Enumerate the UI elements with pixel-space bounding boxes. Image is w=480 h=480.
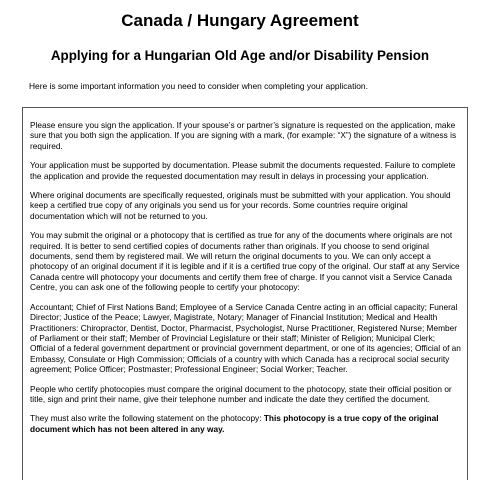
information-box bbox=[22, 107, 468, 480]
certify-process-paragraph: People who certify photocopies must compare the original document to the photocopy, state their official position or title, sign and print their name, give their telephone number and indicate the date they certified the document. bbox=[30, 383, 452, 404]
statement-paragraph bbox=[30, 413, 461, 434]
page-subtitle: Applying for a Hungarian Old Age and/or Disability Pension bbox=[50, 48, 430, 63]
page-title: Canada / Hungary Agreement bbox=[121, 11, 359, 30]
intro-text: Here is some important information you need to consider when completing your application. bbox=[29, 81, 368, 91]
certifiers-paragraph: Accountant; Chief of First Nations Band; Employee of a Service Canada Centre acting in an official capacity; Funeral Director; Justice of the Peace; Lawyer, Magistrate, Notary; Manager of Financial Institution; Medical and Health Practitioners: Chiropractor, Dentist, Doctor, Pharmacist, Psychologist, Nurse Practitioner, Registered Nurse; Member of Parliament or their staff; Member of Provincial Legislature or their staff; Minister of Religion; Municipal Clerk; Official of a federal government department or provincial government department, or one of its agencies; Official of an Embassy, Consulate or High Commission; Officials of a country with which Canada has a reciprocal social security agreement; Police Officer; Postmaster; Professional Engineer; Social Worker; Teacher. bbox=[30, 301, 461, 375]
documentation-paragraph: Your application must be supported by documentation. Please submit the documents requested. Failure to complete the application and provide the requested documentation may result in delays in processing your application. bbox=[30, 160, 456, 181]
statement-lead: They must also write the following statement on the photocopy: bbox=[30, 413, 264, 424]
statement-bold: This photocopy is a true copy of the original document which has not been altered in any way. bbox=[30, 413, 439, 434]
photocopy-paragraph: You may submit the original or a photocopy that is certified as true for any of the documents where originals are not required. It is better to send certified copies of documents rather than originals. If you choose to send original documents, send them by registered mail. We will return the original documents to you. We can only accept a photocopy of an original document if it is legible and if it is a certified true copy of the original. Our staff at any Service Canada centre will photocopy your documents and certify them free of charge. If you cannot visit a Service Canada Centre, you can ask one of the following people to certify your photocopy: bbox=[30, 230, 460, 293]
signature-paragraph: Please ensure you sign the application. If your spouse’s or partner’s signature is requested on the application, make sure that you both sign the application. If you are signing with a mark, (for example: “X”) the signature of a witness is required. bbox=[30, 120, 457, 151]
originals-paragraph: Where original documents are specifically requested, originals must be submitted with your application. You should keep a certified true copy of any originals you send us for your records. Some countries require original documentation which will not be returned to you. bbox=[30, 190, 451, 221]
